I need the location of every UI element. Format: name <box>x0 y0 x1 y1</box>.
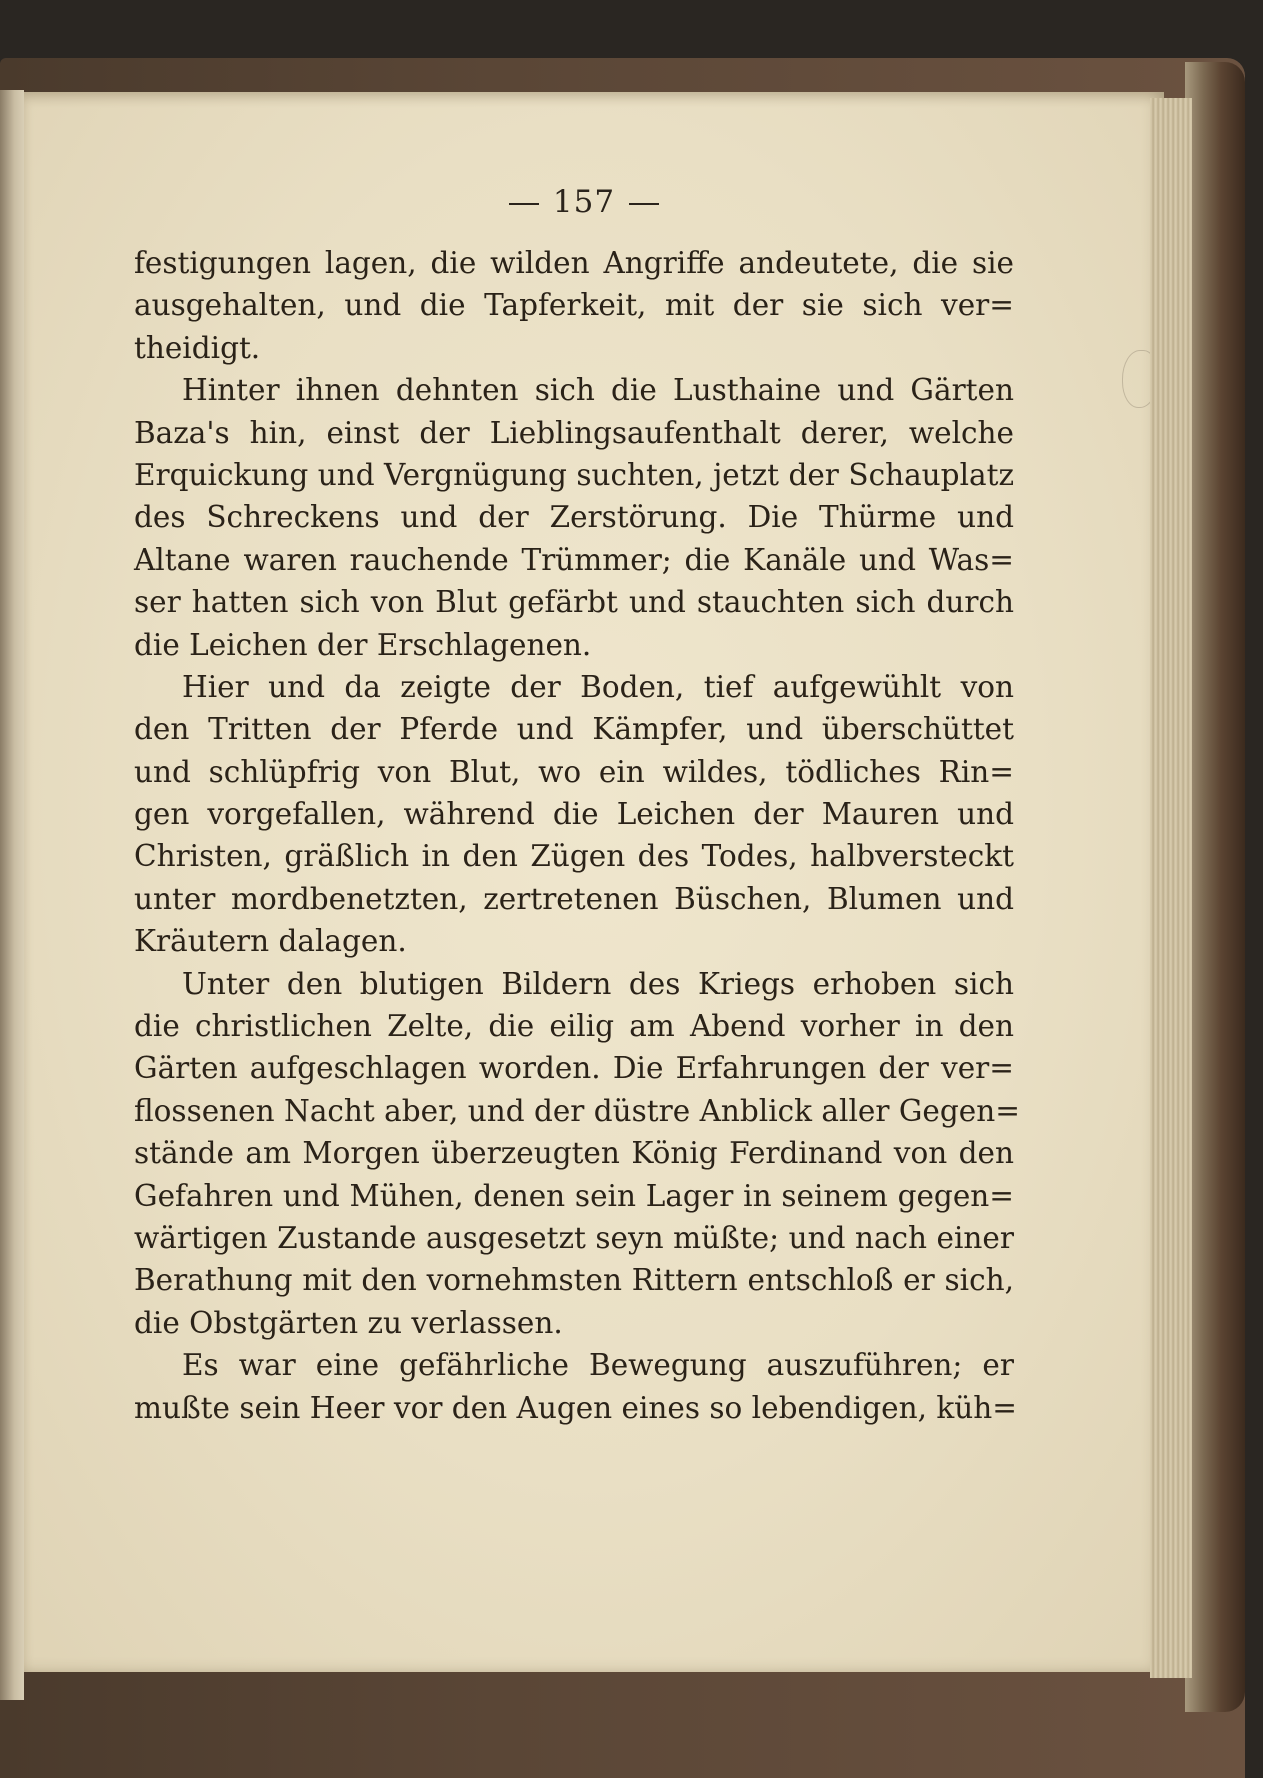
text-line: ausgehalten, und die Tapferkeit, mit der sie sich ver= <box>134 288 1014 323</box>
text-line: Hinter ihnen dehnten sich die Lusthaine und Gärten <box>182 373 1014 408</box>
text-line: des Schreckens und der Zerstörung. Die Thürme und <box>134 500 1014 535</box>
text-line: theidigt. <box>134 330 261 365</box>
book-cover-edge <box>1185 62 1245 1712</box>
text-line: Altane waren rauchende Trümmer; die Kanäle und Was= <box>134 542 1014 577</box>
text-line: Baza's hin, einst der Lieblingsaufenthalt derer, welche <box>134 415 1014 450</box>
text-line: Berathung mit den vornehmsten Rittern entschloß er sich, <box>134 1263 1014 1298</box>
text-line: Erquickung und Vergnügung suchten, jetzt der Schauplatz <box>134 457 1014 492</box>
text-line: stände am Morgen überzeugten König Ferdinand von den <box>134 1136 1014 1171</box>
text-line: unter mordbenetzten, zertretenen Büschen, Blumen und <box>134 881 1014 916</box>
text-line: und schlüpfrig von Blut, wo ein wildes, tödliches Rin= <box>134 754 1014 789</box>
page-number: 157 <box>552 184 616 220</box>
text-line: die Leichen der Erschlagenen. <box>134 627 592 662</box>
text-line: Christen, gräßlich in den Zügen des Todes, halbversteckt <box>134 839 1014 874</box>
text-line: gen vorgefallen, während die Leichen der Mauren und <box>134 797 1014 832</box>
text-line: flossenen Nacht aber, und der düstre Anblick aller Gegen= <box>134 1093 1020 1128</box>
header-dash-left <box>509 203 539 205</box>
page-stack-edge <box>1150 98 1192 1678</box>
text-line: mußte sein Heer vor den Augen eines so lebendigen, küh= <box>134 1390 1017 1425</box>
text-line: Hier und da zeigte der Boden, tief aufgewühlt von <box>182 669 1014 704</box>
text-line: ser hatten sich von Blut gefärbt und stauchten sich durch <box>134 585 1014 620</box>
page-body-text <box>134 242 1020 1429</box>
text-line: Kräutern dalagen. <box>134 924 407 959</box>
text-line: Unter den blutigen Bildern des Kriegs erhoben sich <box>182 966 1014 1001</box>
header-dash-right <box>629 203 659 205</box>
page-number-header <box>464 184 704 220</box>
text-line: wärtigen Zustande ausgesetzt seyn müßte; und nach einer <box>134 1220 1014 1255</box>
text-line: Gärten aufgeschlagen worden. Die Erfahrungen der ver= <box>134 1051 1014 1086</box>
text-line: Gefahren und Mühen, denen sein Lager in seinem gegen= <box>134 1178 1014 1213</box>
text-line: festigungen lagen, die wilden Angriffe andeutete, die sie <box>134 246 1014 280</box>
facing-page-edge <box>0 90 24 1700</box>
text-line: den Tritten der Pferde und Kämpfer, und überschüttet <box>134 712 1014 747</box>
text-line: die Obstgärten zu verlassen. <box>134 1305 563 1340</box>
book-page <box>24 92 1164 1672</box>
text-line: Es war eine gefährliche Bewegung auszuführen; er <box>182 1348 1014 1383</box>
text-line: die christlichen Zelte, die eilig am Abend vorher in den <box>134 1009 1014 1044</box>
